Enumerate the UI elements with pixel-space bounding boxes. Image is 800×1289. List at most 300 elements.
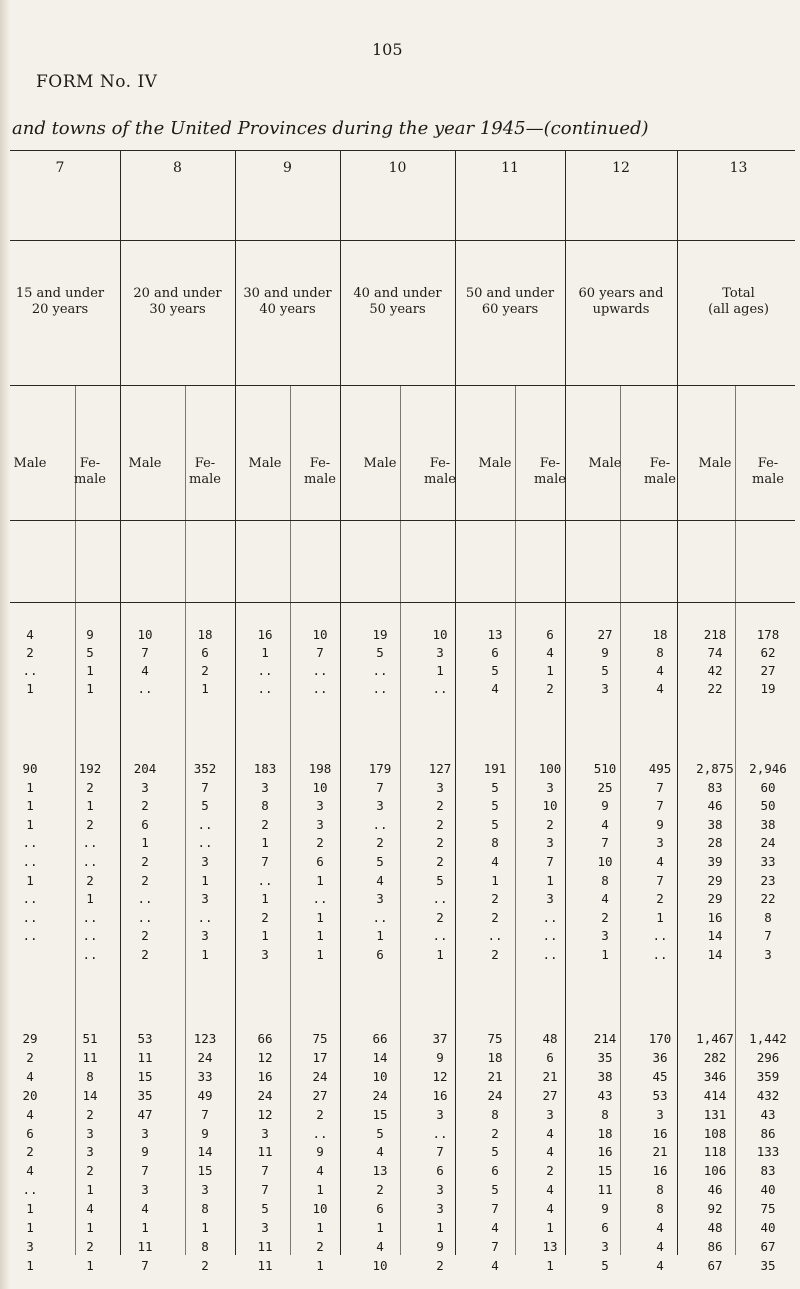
column-number: 8 (173, 160, 182, 176)
table-cell: 192 (78, 761, 102, 776)
table-cell: 9 (316, 1144, 324, 1160)
table-cell: 38 (597, 1068, 613, 1084)
table-cell: 4 (26, 1163, 34, 1179)
table-cell: 5 (491, 779, 499, 795)
table-cell: 6 (546, 1049, 554, 1065)
table-cell: 15 (597, 1163, 613, 1179)
table-cell: 282 (703, 1049, 727, 1065)
table-cell: 24 (760, 835, 776, 851)
table-cell: 2 (86, 779, 94, 795)
table-cell: 5 (601, 1257, 609, 1273)
table-cell: 49 (197, 1087, 213, 1103)
table-cell: 4 (656, 681, 664, 696)
table-cell: 2 (436, 909, 444, 925)
table-cell: 3 (546, 835, 554, 851)
sex-header: Fe- male (189, 456, 221, 487)
table-cell: .. (312, 663, 328, 678)
table-cell: 3 (316, 816, 324, 832)
table-cell: 1 (316, 1182, 324, 1198)
table-cell: 4 (656, 1257, 664, 1273)
column-number: 7 (55, 160, 65, 176)
table-cell: 1 (26, 779, 34, 795)
table-cell: 4 (656, 854, 664, 869)
table-cell: 6 (491, 1163, 499, 1179)
table-cell: 4 (376, 1144, 384, 1160)
table-cell: 8 (656, 1201, 664, 1217)
table-cell: 46 (707, 1182, 723, 1198)
table-cell: 16 (707, 909, 723, 925)
table-cell: 1 (26, 1220, 34, 1235)
table-cell: 7 (141, 645, 149, 660)
table-cell: 1 (201, 1220, 209, 1235)
table-cell: 352 (193, 761, 217, 776)
table-cell: .. (22, 663, 38, 678)
table-cell: 1 (201, 681, 209, 696)
table-cell: 4 (86, 1201, 94, 1217)
table-cell: 5 (491, 1144, 499, 1160)
table-cell: 4 (601, 816, 609, 832)
table-cell: 35 (760, 1257, 776, 1273)
table-cell: 38 (707, 816, 723, 832)
table-cell: 123 (193, 1031, 217, 1046)
table-cell: 39 (707, 854, 723, 869)
table-cell: 3 (656, 835, 664, 851)
table-cell: 1 (86, 1182, 94, 1198)
table-cell: 198 (308, 761, 332, 776)
table-cell: 2 (26, 1144, 34, 1160)
table-cell: 9 (601, 798, 609, 814)
sex-header: Male (363, 456, 397, 471)
table-cell: 10 (372, 1257, 388, 1273)
table-cell: 22 (707, 681, 723, 696)
column-number: 12 (612, 160, 630, 176)
table-cell: 3 (436, 1201, 444, 1217)
sex-header: Male (478, 456, 512, 471)
table-cell: 29 (707, 891, 723, 907)
table-cell: .. (22, 835, 38, 851)
table-cell: 6 (316, 854, 324, 869)
table-cell: 45 (652, 1068, 668, 1084)
table-cell: .. (542, 909, 558, 925)
column-number: 10 (388, 160, 407, 176)
table-cell: 92 (707, 1201, 723, 1217)
table-cell: 4 (491, 1257, 499, 1273)
table-cell: 11 (597, 1182, 613, 1198)
table-cell: 1 (141, 1220, 149, 1235)
table-cell: 2 (261, 909, 269, 925)
table-cell: .. (432, 928, 448, 944)
table-cell: 13 (542, 1238, 558, 1254)
table-cell: 4 (26, 1106, 34, 1122)
age-group-header: 40 and under 50 years (353, 286, 442, 317)
table-cell: 7 (316, 645, 324, 660)
table-cell: 16 (257, 627, 273, 642)
table-cell: .. (22, 854, 38, 869)
table-cell: 17 (312, 1049, 328, 1065)
age-group-header: 60 years and upwards (578, 286, 664, 317)
table-cell: 1 (546, 1257, 554, 1273)
table-cell: 14 (707, 928, 723, 944)
table-cell: 3 (26, 1238, 34, 1254)
table-cell: 2 (376, 835, 384, 851)
table-cell: 4 (546, 1144, 554, 1160)
table-cell: 7 (656, 872, 664, 888)
table-cell: 27 (597, 627, 613, 642)
table-cell: 2 (376, 1182, 384, 1198)
table-cell: 7 (764, 928, 772, 944)
age-group-header: 20 and under 30 years (133, 286, 222, 317)
sex-header: Male (248, 456, 282, 471)
table-cell: 10 (312, 779, 328, 795)
table-cell: .. (542, 947, 558, 962)
table-cell: 4 (491, 854, 499, 869)
table-cell: 83 (760, 1163, 776, 1179)
table-cell: 27 (312, 1087, 328, 1103)
table-cell: 13 (487, 627, 503, 642)
table-cell: .. (432, 1125, 448, 1141)
table-cell: 4 (491, 681, 499, 696)
table-cell: 179 (368, 761, 392, 776)
sex-header: Fe- male (424, 456, 456, 487)
table-cell: 1 (436, 947, 444, 962)
table-cell: 2 (86, 1163, 94, 1179)
table-cell: 2 (86, 1238, 94, 1254)
table-cell: 46 (707, 798, 723, 814)
table-cell: 2 (316, 1106, 324, 1122)
table-cell: 1 (26, 681, 34, 696)
table-cell: 24 (487, 1087, 503, 1103)
table-cell: 18 (197, 627, 213, 642)
table-cell: 42 (707, 663, 723, 678)
table-cell: 1 (86, 891, 94, 907)
sex-header: Fe- male (644, 456, 676, 487)
table-cell: 204 (133, 761, 157, 776)
table-cell: 3 (261, 1125, 269, 1141)
table-cell: 36 (652, 1049, 668, 1065)
table-cell: 21 (652, 1144, 668, 1160)
table-cell: 8 (601, 1106, 609, 1122)
table-cell: 16 (597, 1144, 613, 1160)
table-cell: 2 (141, 872, 149, 888)
table-cell: 33 (760, 854, 776, 869)
table-cell: 12 (257, 1106, 273, 1122)
table-cell: 10 (542, 798, 558, 814)
table-cell: 7 (436, 1144, 444, 1160)
table-cell: 11 (137, 1049, 153, 1065)
table-cell: 3 (546, 891, 554, 907)
table-cell: 14 (372, 1049, 388, 1065)
sex-header: Male (128, 456, 162, 471)
table-cell: 1,442 (749, 1031, 787, 1046)
table-cell: 2 (491, 1125, 499, 1141)
table-cell: 51 (82, 1031, 98, 1046)
table-cell: 5 (491, 798, 499, 814)
table-cell: .. (432, 681, 448, 696)
table-cell: 10 (597, 854, 613, 869)
table-cell: 5 (261, 1201, 269, 1217)
table-cell: 5 (201, 798, 209, 814)
table-cell: 2 (316, 1238, 324, 1254)
table-cell: 67 (707, 1257, 723, 1273)
table-cell: 15 (197, 1163, 213, 1179)
table-cell: 33 (197, 1068, 213, 1084)
table-cell: .. (652, 928, 668, 944)
table-cell: 218 (703, 627, 727, 642)
page-number: 105 (372, 40, 403, 59)
table-cell: 4 (141, 663, 149, 678)
table-cell: 9 (601, 645, 609, 660)
table-cell: 170 (648, 1031, 672, 1046)
table-cell: 10 (312, 1201, 328, 1217)
table-cell: 37 (432, 1031, 448, 1046)
table-cell: 106 (703, 1163, 727, 1179)
table-cell: 131 (703, 1106, 727, 1122)
column-number: 11 (501, 160, 519, 176)
table-cell: 4 (656, 1220, 664, 1235)
table-cell: 7 (656, 779, 664, 795)
table-cell: 2 (491, 947, 499, 962)
table-cell: .. (372, 681, 388, 696)
table-cell: 2 (86, 1106, 94, 1122)
table-cell: .. (137, 681, 153, 696)
table-cell: 21 (542, 1068, 558, 1084)
table-cell: 1 (546, 663, 554, 678)
table-cell: 48 (542, 1031, 558, 1046)
table-cell: 18 (487, 1049, 503, 1065)
table-cell: 48 (707, 1220, 723, 1235)
table-cell: 66 (372, 1031, 388, 1046)
sex-header: Fe- male (534, 456, 566, 487)
table-cell: 66 (257, 1031, 273, 1046)
table-cell: 8 (261, 798, 269, 814)
table-cell: 4 (546, 645, 554, 660)
table-cell: 5 (491, 816, 499, 832)
table-cell: 4 (546, 1125, 554, 1141)
table-cell: 9 (436, 1238, 444, 1254)
table-cell: 3 (316, 798, 324, 814)
table-cell: 3 (601, 681, 609, 696)
table-cell: 9 (656, 816, 664, 832)
table-cell: 60 (760, 779, 776, 795)
table-cell: 13 (372, 1163, 388, 1179)
table-cell: .. (82, 928, 98, 944)
table-cell: 7 (261, 1182, 269, 1198)
table-cell: 7 (656, 798, 664, 814)
table-cell: 1 (26, 1257, 34, 1273)
table-cell: 3 (601, 928, 609, 944)
table-cell: 7 (141, 1257, 149, 1273)
table-cell: 5 (491, 663, 499, 678)
table-cell: 40 (760, 1220, 776, 1235)
table-cell: 4 (376, 1238, 384, 1254)
table-cell: 19 (760, 681, 776, 696)
table-cell: 1 (316, 928, 324, 944)
table-cell: 4 (546, 1182, 554, 1198)
table-cell: 11 (257, 1144, 273, 1160)
table-cell: 1 (261, 891, 269, 907)
table-cell: 25 (597, 779, 613, 795)
table-cell: 22 (760, 891, 776, 907)
table-cell: 15 (137, 1068, 153, 1084)
table-cell: 38 (760, 816, 776, 832)
table-cell: 8 (601, 872, 609, 888)
table-cell: 178 (756, 627, 780, 642)
table-cell: 4 (491, 1220, 499, 1235)
table-cell: 108 (703, 1125, 727, 1141)
table-cell: 3 (376, 798, 384, 814)
table-cell: .. (372, 663, 388, 678)
table-cell: 1 (26, 1201, 34, 1217)
table-cell: 74 (707, 645, 723, 660)
table-cell: 6 (376, 947, 384, 962)
table-cell: 14 (82, 1087, 98, 1103)
table-cell: 3 (764, 947, 772, 962)
table-cell: .. (82, 835, 98, 851)
table-cell: 50 (760, 798, 776, 814)
table-cell: .. (257, 681, 273, 696)
table-cell: 53 (652, 1087, 668, 1103)
table-cell: 43 (760, 1106, 776, 1122)
table-cell: 3 (546, 1106, 554, 1122)
table-cell: 3 (201, 891, 209, 907)
table-cell: 1 (316, 1220, 324, 1235)
table-cell: .. (652, 947, 668, 962)
table-cell: 35 (597, 1049, 613, 1065)
table-cell: 1 (201, 947, 209, 962)
table-cell: 19 (372, 627, 388, 642)
sex-header: Male (588, 456, 622, 471)
table-cell: 1 (261, 835, 269, 851)
table-cell: 1 (546, 1220, 554, 1235)
table-cell: 1 (141, 835, 149, 851)
table-cell: 510 (593, 761, 617, 776)
table-cell: 2 (546, 1163, 554, 1179)
table-cell: 5 (436, 872, 444, 888)
table-cell: 4 (141, 1201, 149, 1217)
table-cell: 3 (261, 1220, 269, 1235)
table-cell: 62 (760, 645, 776, 660)
table-cell: 4 (656, 663, 664, 678)
sex-header: Male (13, 456, 47, 471)
table-cell: 9 (436, 1049, 444, 1065)
table-cell: 359 (756, 1068, 780, 1084)
table-cell: 414 (703, 1087, 727, 1103)
age-group-header: 50 and under 60 years (465, 286, 555, 317)
table-cell: .. (137, 891, 153, 907)
table-cell: 3 (141, 1182, 149, 1198)
table-cell: 11 (257, 1257, 273, 1273)
table-cell: 3 (141, 779, 149, 795)
table-cell: 3 (601, 1238, 609, 1254)
table-cell: 14 (707, 947, 723, 962)
table-cell: .. (372, 909, 388, 925)
table-cell: 4 (656, 1238, 664, 1254)
table-cell: 11 (82, 1049, 98, 1065)
table-cell: 6 (546, 627, 554, 642)
table-cell: 28 (707, 835, 723, 851)
table-cell: 2 (491, 891, 499, 907)
table-cell: 1 (601, 947, 609, 962)
table-cell: 100 (538, 761, 562, 776)
table-cell: .. (197, 816, 213, 832)
table-cell: .. (137, 909, 153, 925)
table-cell: 8 (656, 645, 664, 660)
table-cell: 2,946 (749, 761, 787, 776)
page-title: and towns of the United Provinces during the year 1945—(continued) (12, 118, 649, 139)
table-cell: 8 (86, 1068, 94, 1084)
table-cell: 3 (86, 1125, 94, 1141)
table-cell: 3 (261, 779, 269, 795)
table-cell: 2,875 (696, 761, 734, 776)
table-cell: 2 (316, 835, 324, 851)
table-cell: .. (22, 891, 38, 907)
table-cell: 3 (436, 645, 444, 660)
table-cell: 7 (261, 854, 269, 869)
table-cell: 11 (137, 1238, 153, 1254)
table-cell: 8 (764, 909, 772, 925)
table-cell: 18 (597, 1125, 613, 1141)
table-cell: 8 (201, 1238, 209, 1254)
table-cell: 5 (601, 663, 609, 678)
table-cell: .. (372, 816, 388, 832)
table-cell: 1 (261, 928, 269, 944)
table-cell: 12 (257, 1049, 273, 1065)
table-cell: 432 (756, 1087, 780, 1103)
table-cell: 24 (257, 1087, 273, 1103)
sex-header: Male (698, 456, 732, 471)
table-cell: 4 (316, 1163, 324, 1179)
table-cell: 7 (601, 835, 609, 851)
table-cell: 2 (86, 872, 94, 888)
table-cell: 1 (261, 645, 269, 660)
table-cell: 9 (601, 1201, 609, 1217)
table-cell: 1 (376, 928, 384, 944)
table-cell: .. (487, 928, 503, 944)
table-cell: 16 (652, 1163, 668, 1179)
table-cell: 296 (756, 1049, 780, 1065)
age-group-header: 15 and under 20 years (15, 286, 105, 317)
table-cell: 1 (86, 681, 94, 696)
table-cell: 3 (141, 1125, 149, 1141)
table-cell: 3 (436, 1182, 444, 1198)
table-cell: 3 (546, 779, 554, 795)
table-cell: 47 (137, 1106, 153, 1122)
table-cell: 1 (316, 947, 324, 962)
table-cell: 4 (376, 872, 384, 888)
table-cell: 495 (648, 761, 672, 776)
sex-header: Fe- male (752, 456, 784, 487)
table-cell: 191 (483, 761, 507, 776)
table-cell: 90 (22, 761, 38, 776)
table-cell: 7 (201, 779, 209, 795)
table-cell: .. (542, 928, 558, 944)
table-cell: 2 (601, 909, 609, 925)
table-cell: 1 (436, 663, 444, 678)
table-cell: 2 (86, 816, 94, 832)
table-cell: .. (22, 1182, 38, 1198)
table-cell: 67 (760, 1238, 776, 1254)
table-cell: 3 (201, 854, 209, 869)
table-cell: 11 (257, 1238, 273, 1254)
table-cell: 24 (372, 1087, 388, 1103)
table-cell: 10 (137, 627, 153, 642)
table-cell: 43 (597, 1087, 613, 1103)
table-cell: 14 (197, 1144, 213, 1160)
table-cell: 2 (26, 1049, 34, 1065)
table-cell: 29 (22, 1031, 38, 1046)
table-cell: 6 (376, 1201, 384, 1217)
table-cell: 29 (707, 872, 723, 888)
